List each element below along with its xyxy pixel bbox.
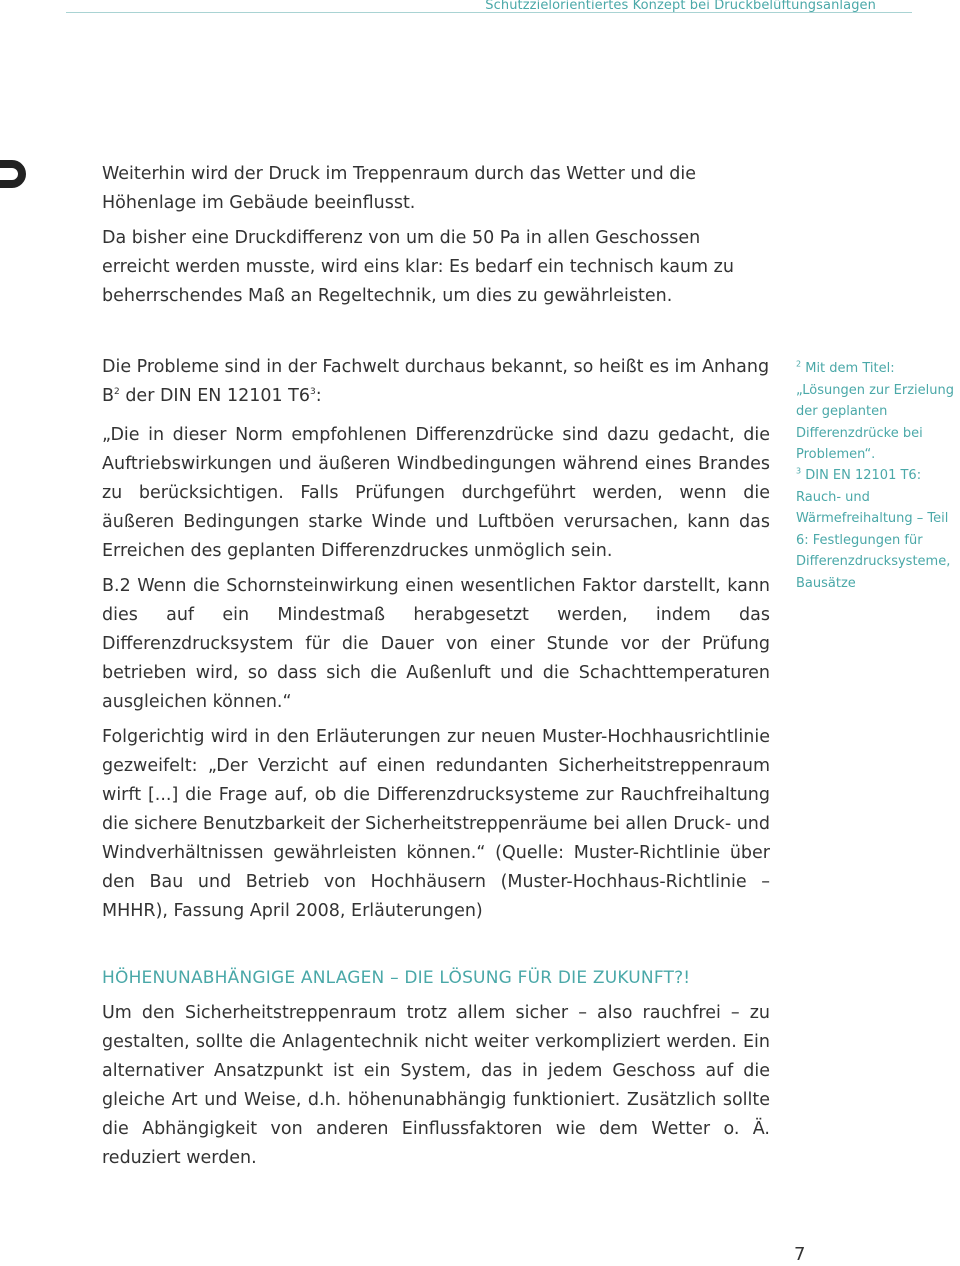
sidebar-note-2	[796, 358, 960, 466]
intro-paragraphs	[102, 160, 770, 311]
quote-section	[102, 353, 770, 717]
quote-lead-text-b: der DIN EN 12101 T6	[119, 386, 311, 406]
margin-tab-marker	[0, 160, 26, 188]
section-heading: HÖHENUNABHÄNGIGE ANLAGEN – DIE LÖSUNG FÜR DIE ZUKUNFT?!	[102, 968, 691, 988]
intro-paragraph-2: Da bisher eine Druckdifferenz von um die 50 Pa in allen Geschossen erreicht werden musste, wird eins klar: Es bedarf ein technisch kaum zu beherrschendes Maß an Regeltechnik, um dies zu gewährleisten.	[102, 228, 734, 306]
quote-lead-paragraph	[102, 353, 770, 411]
sidebar-note-2-text: Mit dem Titel: „Lösungen zur Erzielung der geplanten Differenzdrücke bei Problemen“.	[796, 361, 954, 462]
muster-paragraph-block	[102, 723, 770, 926]
running-header: Schutzzielorientiertes Konzept bei Druckbelüftungsanlagen	[485, 0, 876, 13]
closing-paragraph-block	[102, 999, 770, 1173]
quote-paragraph-1: „Die in dieser Norm empfohlenen Differenzdrücke sind dazu gedacht, die Auftriebswirkungen und äußeren Windbedingungen während eines Brandes zu berücksichtigen. Falls Prüfungen durchgeführt werden, wenn die äußeren Bedingungen starke Winde und Luftböen verursachen, kann das Erreichen des geplanten Differenzdruckes unmöglich sein.	[102, 425, 770, 561]
quote-paragraph-2: B.2 Wenn die Schornsteinwirkung einen wesentlichen Faktor darstellt, kann dies auf ein Mindestmaß herabgesetzt werden, indem das Differenzdrucksystem für die Dauer von einer Stunde vor der Prüfung betrieben wird, so dass sich die Außenluft und die Schachttemperaturen ausgleichen können.“	[102, 576, 770, 712]
sidebar-note-3	[796, 465, 960, 594]
quote-lead-text-c: :	[315, 386, 322, 406]
closing-paragraph: Um den Sicherheitstreppenraum trotz allem sicher – also rauchfrei – zu gestalten, sollte die Anlagentechnik nicht weiter verkompliziert werden. Ein alternativer Ansatzpunkt ist ein System, das in jedem Geschoss auf die gleiche Art und Weise, d.h. höhenunabhängig funktioniert. Zusätzlich sollte die Abhängigkeit von anderen Einflussfaktoren wie dem Wetter o. Ä. reduziert werden.	[102, 1003, 770, 1168]
sidebar-note-2-number: 2	[796, 359, 802, 369]
intro-paragraph-1: Weiterhin wird der Druck im Treppenraum durch das Wetter und die Höhenlage im Gebäude beeinflusst.	[102, 164, 697, 213]
footnote-ref-2: 2	[114, 387, 120, 398]
sidebar-note-3-number: 3	[796, 466, 802, 476]
sidebar-note-3-text: DIN EN 12101 T6: Rauch- und Wärmefreihaltung – Teil 6: Festlegungen für Differenzdrucksysteme, Bausätze	[796, 468, 951, 591]
page-number: 7	[794, 1244, 806, 1265]
muster-paragraph: Folgerichtig wird in den Erläuterungen zur neuen Muster-Hochhausrichtlinie gezweifelt: „Der Verzicht auf einen redundanten Sicherheitstreppenraum wirft [...] die Frage auf, ob die Differenzdrucksysteme zur Rauchfreihaltung die sichere Benutzbarkeit der Sicherheitstreppenräume bei allen Druck- und Windverhältnissen gewährleisten können.“ (Quelle: Muster-Richtlinie über den Bau und Betrieb von Hochhäusern (Muster-Hochhaus-Richtlinie – MHHR), Fassung April 2008, Erläuterungen)	[102, 727, 770, 921]
quote-lead-text-a: Die Probleme sind in der Fachwelt durchaus bekannt, so heißt es im Anhang B	[102, 357, 770, 406]
footnote-ref-3: 3	[310, 387, 316, 398]
